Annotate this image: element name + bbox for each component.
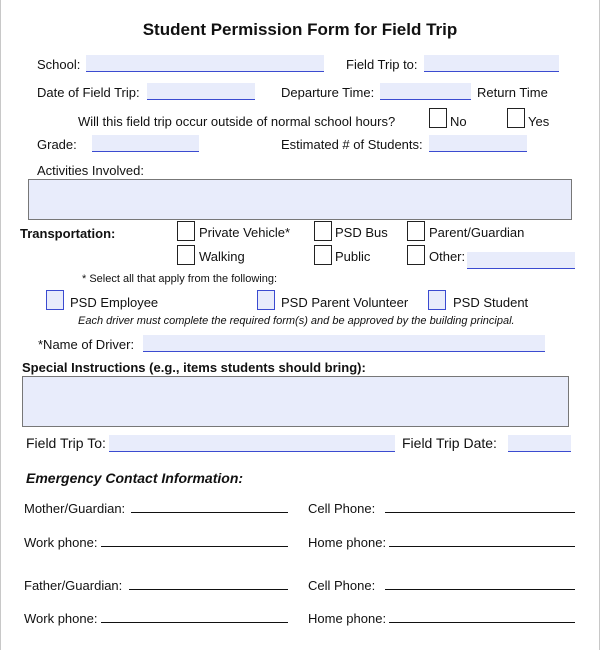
special-instructions-heading: Special Instructions (e.g., items students should bring): [22, 360, 366, 375]
no-checkbox[interactable] [429, 108, 447, 128]
special-instructions-field[interactable] [22, 376, 569, 427]
driver-requirement-note: Each driver must complete the required form(s) and be approved by the building principal. [78, 315, 515, 327]
school-field[interactable] [86, 55, 324, 72]
public-checkbox[interactable] [314, 245, 332, 265]
walking-checkbox[interactable] [177, 245, 195, 265]
father-work-phone-label: Work phone: [24, 611, 98, 626]
parent-guardian-checkbox[interactable] [407, 221, 425, 241]
grade-label: Grade: [37, 137, 77, 152]
father-cell-phone-label: Cell Phone: [308, 578, 376, 593]
psd-bus-label: PSD Bus [335, 225, 388, 240]
date-of-field-trip-field[interactable] [147, 83, 255, 100]
departure-time-label: Departure Time: [281, 85, 375, 100]
mother-cell-phone-line[interactable] [385, 512, 575, 513]
return-time-label: Return Time [477, 85, 548, 100]
no-label: No [450, 114, 467, 129]
field-trip-to-field[interactable] [424, 55, 559, 72]
other-label: Other: [429, 249, 466, 264]
transportation-heading: Transportation: [20, 226, 116, 241]
field-trip-date-label: Field Trip Date: [402, 435, 497, 451]
mother-home-phone-line[interactable] [389, 546, 575, 547]
departure-time-field[interactable] [380, 83, 471, 100]
activities-involved-label: Activities Involved: [37, 163, 144, 178]
public-label: Public [335, 249, 371, 264]
psd-bus-checkbox[interactable] [314, 221, 332, 241]
outside-hours-question: Will this field trip occur outside of normal school hours? [78, 114, 396, 129]
other-checkbox[interactable] [407, 245, 425, 265]
name-of-driver-field[interactable] [143, 335, 545, 352]
date-of-field-trip-label: Date of Field Trip: [37, 85, 140, 100]
other-field[interactable] [467, 252, 575, 269]
mother-work-phone-label: Work phone: [24, 535, 98, 550]
field-trip-date-field[interactable] [508, 435, 571, 452]
father-home-phone-label: Home phone: [308, 611, 387, 626]
private-vehicle-checkbox[interactable] [177, 221, 195, 241]
mother-work-phone-line[interactable] [101, 546, 288, 547]
walking-label: Walking [199, 249, 245, 264]
mother-guardian-label: Mother/Guardian: [24, 501, 126, 516]
school-label: School: [37, 57, 81, 72]
field-trip-to-label-2: Field Trip To: [26, 435, 106, 451]
mother-guardian-line[interactable] [131, 512, 288, 513]
psd-parent-volunteer-checkbox[interactable] [257, 290, 275, 310]
field-trip-to-field-2[interactable] [109, 435, 395, 452]
father-home-phone-line[interactable] [389, 622, 575, 623]
estimated-students-label: Estimated # of Students: [281, 137, 423, 152]
psd-parent-volunteer-label: PSD Parent Volunteer [281, 295, 409, 310]
mother-cell-phone-label: Cell Phone: [308, 501, 376, 516]
father-work-phone-line[interactable] [101, 622, 288, 623]
psd-employee-label: PSD Employee [70, 295, 159, 310]
father-cell-phone-line[interactable] [385, 589, 575, 590]
parent-guardian-label: Parent/Guardian [429, 225, 525, 240]
grade-field[interactable] [92, 135, 199, 152]
psd-student-label: PSD Student [453, 295, 529, 310]
mother-home-phone-label: Home phone: [308, 535, 387, 550]
psd-employee-checkbox[interactable] [46, 290, 64, 310]
select-all-note: * Select all that apply from the following: [82, 273, 278, 285]
name-of-driver-label: *Name of Driver: [38, 337, 135, 352]
yes-label: Yes [528, 114, 550, 129]
emergency-contact-heading: Emergency Contact Information: [26, 470, 244, 486]
psd-student-checkbox[interactable] [428, 290, 446, 310]
field-trip-to-label: Field Trip to: [346, 57, 418, 72]
yes-checkbox[interactable] [507, 108, 525, 128]
private-vehicle-label: Private Vehicle* [199, 225, 291, 240]
father-guardian-label: Father/Guardian: [24, 578, 123, 593]
form-title: Student Permission Form for Field Trip [142, 20, 458, 39]
father-guardian-line[interactable] [129, 589, 288, 590]
activities-involved-field[interactable] [28, 179, 572, 220]
estimated-students-field[interactable] [429, 135, 527, 152]
